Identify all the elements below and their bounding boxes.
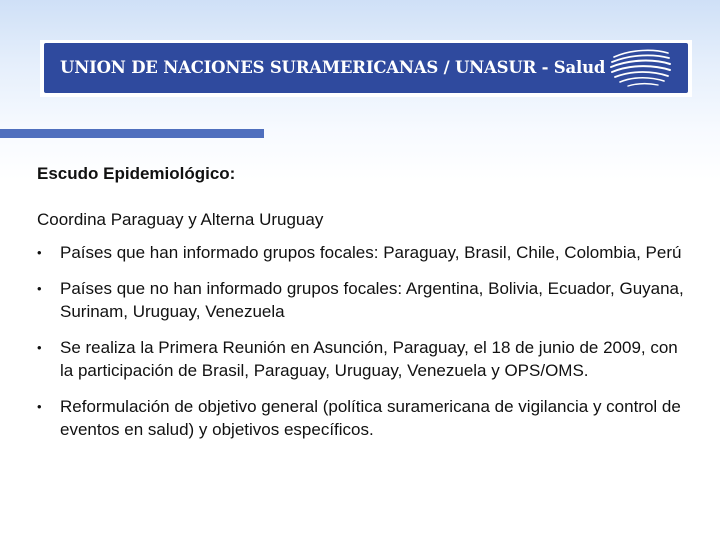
- bullet-icon: •: [37, 281, 42, 296]
- section-heading: Escudo Epidemiológico:: [37, 164, 236, 183]
- list-item: [37, 336, 687, 382]
- list-item-text: Reformulación de objetivo general (política suramericana de vigilancia y control de eventos en salud) y objetivos específicos.: [60, 397, 681, 439]
- slide-content: [37, 162, 687, 454]
- section-subheading: Coordina Paraguay y Alterna Uruguay: [37, 210, 324, 229]
- header-banner-frame: [40, 40, 692, 97]
- list-item-text: Países que no han informado grupos focales: Argentina, Bolivia, Ecuador, Guyana, Surinam, Uruguay, Venezuela: [60, 279, 684, 321]
- list-item: [37, 277, 687, 323]
- banner-title: UNION DE NACIONES SURAMERICANAS / UNASUR - Salud: [60, 58, 606, 77]
- list-item: [37, 395, 687, 441]
- section-divider-bar: [0, 129, 264, 138]
- header-banner: [44, 43, 688, 93]
- bullet-icon: •: [37, 340, 42, 355]
- bullet-icon: •: [37, 399, 42, 414]
- list-item-text: Se realiza la Primera Reunión en Asunción, Paraguay, el 18 de junio de 2009, con la participación de Brasil, Paraguay, Uruguay, Venezuela y OPS/OMS.: [60, 338, 678, 380]
- unasur-logo-icon: [604, 45, 674, 91]
- bullet-icon: •: [37, 245, 42, 260]
- list-item: [37, 241, 687, 264]
- list-item-text: Países que han informado grupos focales: Paraguay, Brasil, Chile, Colombia, Perú: [60, 243, 682, 262]
- bullet-list: [37, 241, 687, 441]
